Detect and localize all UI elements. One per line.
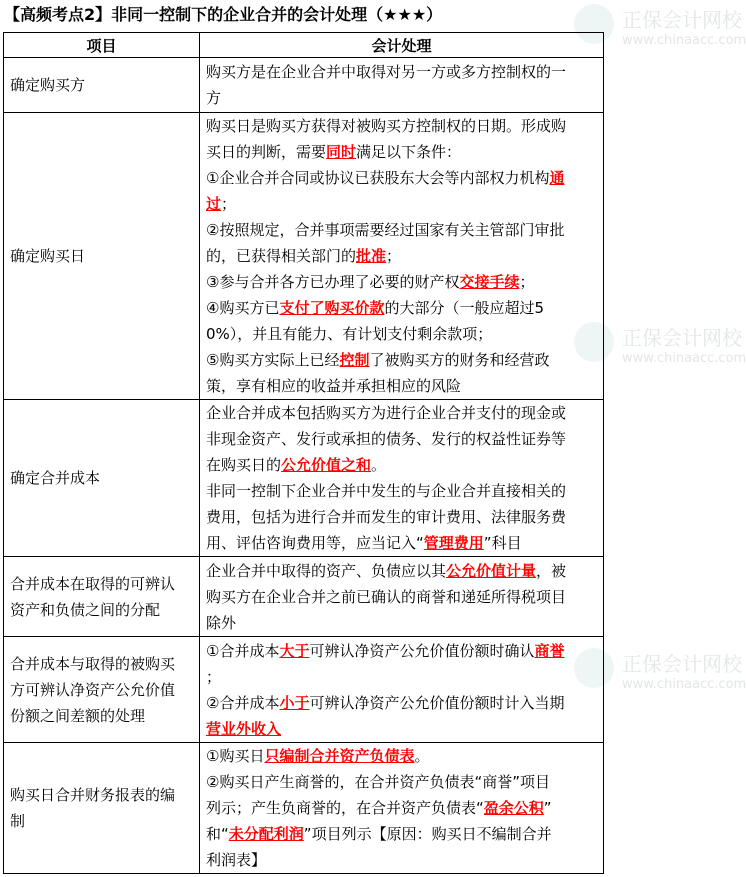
text-segment: 买日的判断，需要 — [206, 143, 327, 161]
highlighted-keyword: 未分配利润 — [228, 825, 304, 843]
treatment-line — [206, 165, 597, 191]
item-label: 确定购买日 — [10, 247, 86, 265]
item-label: 合并成本与取得的被购买 — [10, 654, 176, 673]
treatment-line — [206, 452, 597, 478]
treatment-line — [206, 530, 597, 556]
item-cell — [4, 400, 200, 557]
treatment-line — [206, 269, 597, 295]
table-row — [4, 637, 604, 743]
treatment-line — [206, 769, 597, 795]
treatment-line — [206, 113, 597, 139]
treatment-line — [206, 139, 597, 165]
text-segment: 了被购买方的财务和经营政 — [369, 351, 550, 369]
highlighted-keyword: 同时 — [326, 143, 357, 161]
item-label: 制 — [10, 812, 26, 830]
text-segment: ②合并成本 — [206, 693, 280, 712]
text-segment: 策，享有相应的收益并承担相应的风险 — [206, 377, 462, 395]
text-segment: ②购买日产生商誉的，在合并资产负债表“商誉”项目 — [206, 773, 550, 791]
item-label: 购买日合并财务报表的编 — [10, 786, 176, 804]
watermark-url: www.chinaacc.com — [622, 33, 746, 48]
text-segment: 可辨认净资产公允价值份额时确认 — [309, 641, 535, 660]
text-segment: 的，已获得相关部门的 — [206, 247, 357, 265]
text-segment: ； — [221, 195, 237, 213]
treatment-line — [206, 373, 597, 399]
treatment-cell — [200, 743, 604, 874]
treatment-line — [206, 664, 597, 690]
text-segment: 在购买日的 — [206, 456, 282, 474]
watermark-url: www.chinaacc.com — [622, 351, 746, 366]
text-segment: ，被 — [536, 561, 567, 580]
table-row — [4, 113, 604, 400]
treatment-line — [206, 716, 597, 742]
table-row — [4, 58, 604, 113]
treatment-line — [206, 821, 597, 847]
text-segment: 方 — [206, 89, 222, 107]
text-segment: 和“ — [206, 825, 229, 843]
item-label: 资产和负债之间的分配 — [10, 600, 161, 619]
text-segment: 可辨认净资产公允价值份额时计入当期 — [309, 693, 565, 712]
treatment-line — [206, 743, 597, 769]
text-segment: ”科目 — [483, 534, 522, 552]
text-segment: 除外 — [206, 613, 237, 632]
text-segment: 列示；产生负商誉的，在合并资产负债表“ — [206, 799, 484, 817]
text-segment: 利润表】 — [206, 851, 267, 869]
text-segment: 非同一控制下企业合并中发生的与企业合并直接相关的 — [206, 482, 567, 500]
text-segment: ③参与合并各方已办理了必要的财产权 — [206, 273, 460, 291]
item-cell — [4, 557, 200, 637]
treatment-line — [206, 295, 597, 321]
watermark-name: 正保会计网校 — [622, 8, 742, 32]
page-title: 【高频考点2】非同一控制下的企业合并的会计处理（★★★） — [4, 5, 443, 24]
text-segment: ①合并成本 — [206, 641, 280, 660]
highlighted-keyword: 大于 — [279, 641, 310, 660]
text-segment: ①企业合并合同或协议已获股东大会等内部权力机构 — [206, 169, 550, 187]
text-segment: 非现金资产、发行或承担的债务、发行的权益性证券等 — [206, 430, 567, 448]
treatment-line — [206, 504, 597, 530]
watermark — [622, 648, 746, 692]
highlighted-keyword: 支付了购买价款 — [279, 299, 385, 317]
treatment-line — [206, 426, 597, 452]
watermark-name: 正保会计网校 — [622, 652, 742, 676]
highlighted-keyword: 管理费用 — [423, 534, 484, 552]
highlighted-keyword: 公允价值之和 — [281, 456, 372, 474]
text-segment: 用、评估咨询费用等，应当记入“ — [206, 534, 424, 552]
treatment-line — [206, 347, 597, 373]
text-segment: 。 — [371, 456, 387, 474]
table-header-row — [4, 33, 604, 58]
text-segment: 。 — [414, 747, 430, 765]
watermark — [622, 4, 746, 48]
header-item: 项目 — [4, 33, 200, 58]
treatment-line — [206, 217, 597, 243]
text-segment: ①购买日 — [206, 747, 265, 765]
highlighted-keyword: 交接手续 — [459, 273, 520, 291]
item-cell — [4, 637, 200, 743]
treatment-line — [206, 478, 597, 504]
table-row — [4, 743, 604, 874]
item-label: 份额之间差额的处理 — [10, 706, 146, 725]
watermark-name: 正保会计网校 — [622, 326, 742, 350]
highlighted-keyword: 过 — [206, 195, 222, 213]
treatment-line — [206, 584, 597, 610]
treatment-cell — [200, 637, 604, 743]
treatment-cell — [200, 400, 604, 557]
item-label: 合并成本在取得的可辨认 — [10, 574, 176, 593]
text-segment: ； — [206, 667, 222, 686]
treatment-line — [206, 321, 597, 347]
highlighted-keyword: 小于 — [279, 693, 310, 712]
highlighted-keyword: 盈余公积 — [483, 799, 544, 817]
highlighted-keyword: 通 — [549, 169, 565, 187]
watermark-url: www.chinaacc.com — [622, 677, 746, 692]
text-segment: ”项目列示【原因：购买日不编制合并 — [303, 825, 552, 843]
text-segment: ； — [519, 273, 535, 291]
treatment-line — [206, 191, 597, 217]
treatment-line — [206, 638, 597, 664]
text-segment: 费用，包括为进行合并而发生的审计费用、法律服务费 — [206, 508, 567, 526]
treatment-line — [206, 690, 597, 716]
highlighted-keyword: 公允价值计量 — [446, 561, 537, 580]
treatment-line — [206, 558, 597, 584]
item-label: 方可辨认净资产公允价值 — [10, 680, 176, 699]
treatment-line — [206, 243, 597, 269]
text-segment: 购买方在企业合并之前已确认的商誉和递延所得税项目 — [206, 587, 567, 606]
item-cell — [4, 743, 200, 874]
treatment-line — [206, 795, 597, 821]
text-segment: ” — [543, 799, 552, 817]
text-segment: 0%），并且有能力、有计划支付剩余款项； — [206, 325, 493, 343]
treatment-line — [206, 847, 597, 873]
text-segment: ； — [386, 247, 402, 265]
text-segment: ②按照规定，合并事项需要经过国家有关主管部门审批 — [206, 221, 565, 239]
text-segment: 企业合并中取得的资产、负债应以其 — [206, 561, 447, 580]
highlighted-keyword: 商誉 — [534, 641, 565, 660]
item-cell — [4, 113, 200, 400]
table-row — [4, 400, 604, 557]
accounting-table — [3, 32, 604, 874]
item-cell — [4, 58, 200, 113]
text-segment: 购买方是在企业合并中取得对另一方或多方控制权的一 — [206, 63, 567, 81]
treatment-line — [206, 85, 597, 111]
highlighted-keyword: 批准 — [356, 247, 387, 265]
treatment-line — [206, 610, 597, 636]
highlighted-keyword: 控制 — [339, 351, 370, 369]
item-label: 确定购买方 — [10, 76, 86, 94]
text-segment: 购买日是购买方获得对被购买方控制权的日期。形成购 — [206, 117, 567, 135]
treatment-line — [206, 400, 597, 426]
treatment-cell — [200, 113, 604, 400]
treatment-cell — [200, 58, 604, 113]
highlighted-keyword: 只编制合并资产负债表 — [264, 747, 415, 765]
text-segment: 企业合并成本包括购买方为进行企业合并支付的现金或 — [206, 404, 567, 422]
item-label: 确定合并成本 — [10, 469, 101, 487]
treatment-cell — [200, 557, 604, 637]
watermark — [622, 322, 746, 366]
text-segment: ④购买方已 — [206, 299, 280, 317]
treatment-line — [206, 59, 597, 85]
text-segment: 满足以下条件： — [356, 143, 462, 161]
table-row — [4, 557, 604, 637]
header-treatment: 会计处理 — [200, 33, 604, 58]
text-segment: 的大部分（一般应超过5 — [384, 299, 545, 317]
highlighted-keyword: 营业外收入 — [206, 719, 282, 738]
text-segment: ⑤购买方实际上已经 — [206, 351, 340, 369]
